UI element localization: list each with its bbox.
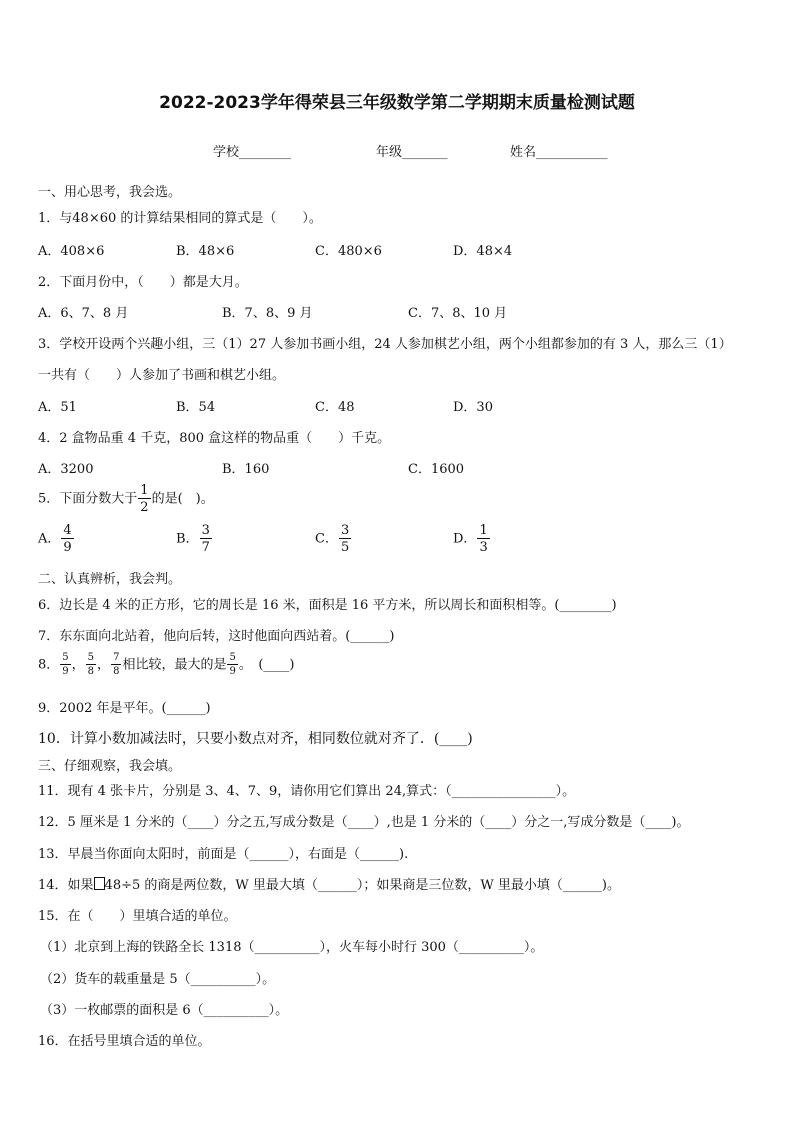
fraction-numerator: 4 <box>63 523 72 538</box>
option-fraction <box>339 524 351 554</box>
q8-answer-fraction <box>227 653 237 677</box>
fraction-denominator: 7 <box>201 540 210 555</box>
question-2: 2．下面月份中，（ ）都是大月。 <box>38 275 248 290</box>
fraction-numerator: 5 <box>87 652 95 663</box>
option-label: A． <box>38 531 61 547</box>
q2-option-b[interactable]: B．7、8、9 月 <box>222 306 313 321</box>
fraction-denominator: 9 <box>62 666 69 677</box>
page-title: 2022-2023学年得荣县三年级数学第二学期期末质量检测试题 <box>159 93 635 113</box>
q5-option-c[interactable] <box>315 524 352 554</box>
q5-option-d[interactable] <box>453 524 491 554</box>
question-14 <box>38 874 620 893</box>
q8-fraction-3 <box>111 653 121 677</box>
question-15-sub-3: （3）一枚邮票的面积是 6（__________）。 <box>40 1003 289 1018</box>
q1-option-c[interactable]: C．480×6 <box>315 244 382 259</box>
q14-prefix: 14．如果 <box>38 878 94 893</box>
fraction-numerator: 5 <box>229 652 236 663</box>
q5-suffix: 的是( )。 <box>151 491 214 507</box>
fraction-denominator: 8 <box>113 666 120 677</box>
q8-separator: ， <box>97 657 111 673</box>
q4-option-a[interactable]: A．3200 <box>38 462 94 477</box>
section-heading-1: 一、用心思考，我会选。 <box>38 185 182 200</box>
grade-field[interactable]: 年级_______ <box>376 145 448 160</box>
question-15: 15．在（ ）里填合适的单位。 <box>38 909 237 924</box>
q5-option-a[interactable] <box>38 524 75 554</box>
fraction-denominator: 9 <box>229 666 236 677</box>
q5-prefix: 5．下面分数大于 <box>38 491 138 507</box>
fraction-denominator: 2 <box>140 500 149 515</box>
question-15-sub-1: （1）北京到上海的铁路全长 1318（__________），火车每小时行 300（__________）。 <box>40 940 544 955</box>
q8-separator: ， <box>71 657 85 673</box>
q1-option-b[interactable]: B．48×6 <box>176 244 235 259</box>
fraction-numerator: 3 <box>201 523 210 538</box>
question-16: 16．在括号里填合适的单位。 <box>38 1034 211 1049</box>
name-field[interactable]: 姓名___________ <box>510 145 608 160</box>
question-1: 1．与48×60 的计算结果相同的算式是（ ）。 <box>38 211 322 226</box>
fraction-numerator: 5 <box>62 652 69 663</box>
question-12: 12．5 厘米是 1 分米的（____）分之五,写成分数是（____）,也是 1 分米的（____）分之一,写成分数是（____)。 <box>38 815 690 830</box>
question-5 <box>38 484 214 514</box>
q1-option-a[interactable]: A．408×6 <box>38 244 105 259</box>
question-15-sub-2: （2）货车的载重量是 5（__________）。 <box>40 972 276 987</box>
q2-option-a[interactable]: A．6、7、8 月 <box>38 306 129 321</box>
fraction-denominator: 8 <box>87 666 95 677</box>
question-3-line-2: 一共有（ ）人参加了书画和棋艺小组。 <box>38 368 286 383</box>
fraction-numerator: 1 <box>140 483 149 498</box>
option-fraction <box>200 524 212 554</box>
question-4: 4．2 盒物品重 4 千克，800 盒这样的物品重（ ）千克。 <box>38 431 391 446</box>
option-label: D． <box>453 531 477 547</box>
fraction-numerator: 3 <box>340 523 350 538</box>
q4-option-c[interactable]: C．1600 <box>408 462 465 477</box>
q14-suffix: 48÷5 的商是两位数，W 里最大填（______）；如果商是三位数，W 里最小填（______)。 <box>104 878 620 893</box>
q4-option-b[interactable]: B．160 <box>222 462 270 477</box>
question-9: 9．2002 年是平年。(______) <box>38 701 211 716</box>
q3-option-d[interactable]: D．30 <box>453 400 493 415</box>
q3-option-a[interactable]: A．51 <box>38 400 77 415</box>
question-8 <box>38 653 294 677</box>
question-11: 11．现有 4 张卡片，分别是 3、4、7、9，请你用它们算出 24,算式：（________________）。 <box>38 784 576 799</box>
section-heading-2: 二、认真辨析，我会判。 <box>38 572 182 587</box>
q3-option-b[interactable]: B．54 <box>176 400 216 415</box>
q1-option-d[interactable]: D．48×4 <box>453 244 513 259</box>
option-label: C． <box>315 531 338 547</box>
option-label: B． <box>176 531 199 547</box>
q5-fraction <box>138 484 150 514</box>
school-field[interactable]: 学校________ <box>213 145 292 160</box>
q3-option-c[interactable]: C．48 <box>315 400 355 415</box>
question-10: 10．计算小数加减法时，只要小数点对齐，相同数位就对齐了．(____) <box>38 731 473 747</box>
q8-suffix: 。 (____) <box>238 657 295 673</box>
blank-square-icon <box>94 877 105 890</box>
fraction-denominator: 5 <box>340 540 350 555</box>
q8-middle-text: 相比较，最大的是 <box>122 657 227 673</box>
fraction-denominator: 3 <box>479 540 488 555</box>
question-3-line-1: 3．学校开设两个兴趣小组，三（1）27 人参加书画小组，24 人参加棋艺小组，两个小组都参加的有 3 人，那么三（1） <box>38 337 732 352</box>
option-fraction <box>61 524 73 554</box>
option-fraction <box>477 524 489 554</box>
fraction-numerator: 1 <box>479 523 488 538</box>
q5-option-b[interactable] <box>176 524 213 554</box>
question-7: 7．东东面向北站着，他向后转，这时他面向西站着。(______) <box>38 629 395 644</box>
question-6: 6．边长是 4 米的正方形，它的周长是 16 米，面积是 16 平方米，所以周长和面积相等。(________) <box>38 598 617 613</box>
q8-prefix: 8． <box>38 657 60 673</box>
fraction-denominator: 9 <box>63 540 72 555</box>
section-heading-3: 三、仔细观察，我会填。 <box>38 759 182 774</box>
q2-option-c[interactable]: C．7、8、10 月 <box>408 306 508 321</box>
fraction-numerator: 7 <box>113 652 120 663</box>
q8-fraction-1 <box>60 653 70 677</box>
question-13: 13．早晨当你面向太阳时，前面是（______），右面是（______). <box>38 847 409 862</box>
q8-fraction-2 <box>86 653 96 677</box>
